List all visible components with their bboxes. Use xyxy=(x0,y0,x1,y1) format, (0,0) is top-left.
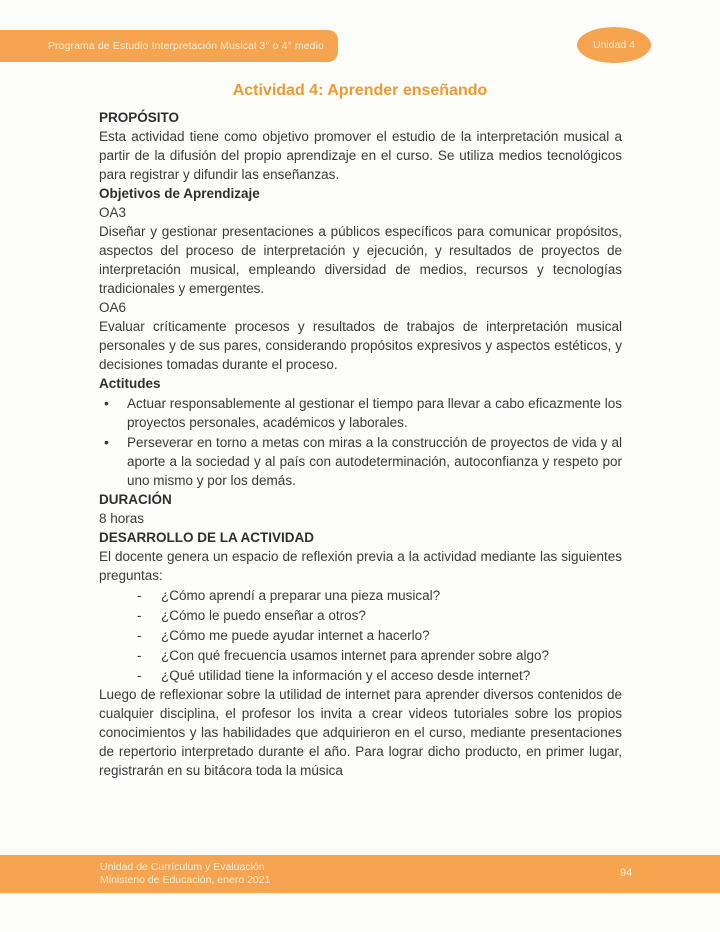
unit-badge-label: Unidad 4 xyxy=(592,39,636,51)
desarrollo-heading: DESARROLLO DE LA ACTIVIDAD xyxy=(99,530,314,545)
questions-list xyxy=(99,586,622,685)
footer-credits xyxy=(100,861,270,887)
oa6-code: OA6 xyxy=(99,300,127,315)
oa3-paragraph: Diseñar y gestionar presentaciones a públicos específicos para comunicar propósitos, aspectos del proceso de interpretación y ejecución, y resultados de proyectos de interpretación musical, empleando diversidad de medios, recursos y tecnologías tradicionales y emergentes. xyxy=(99,224,622,296)
proposito-heading: PROPÓSITO xyxy=(99,110,180,125)
list-item: - ¿Qué utilidad tiene la información y el acceso desde internet? xyxy=(99,666,622,685)
program-label: Programa de Estudio Interpretación Musical 3° o 4° medio xyxy=(47,40,324,52)
header-ribbon xyxy=(0,30,338,62)
list-item: - ¿Cómo me puede ayudar internet a hacerlo? xyxy=(99,626,622,645)
proposito-paragraph: Esta actividad tiene como objetivo promover el estudio de la interpretación musical a partir de la difusión del propio aprendizaje en el curso. Se utiliza medios tecnológicos para registrar y difundir las enseñanzas. xyxy=(99,129,622,182)
actitudes-heading: Actitudes xyxy=(99,376,161,391)
oa3-code: OA3 xyxy=(99,205,127,220)
footer-ministry-line: Ministerio de Educación, enero 2021 xyxy=(100,874,271,886)
page-number: 94 xyxy=(620,867,633,879)
list-item: • Actuar responsablemente al gestionar el tiempo para llevar a cabo eficazmente los proyectos personales, académicos y laborales. xyxy=(99,394,622,432)
duracion-heading: DURACIÓN xyxy=(99,492,172,507)
page-content xyxy=(99,108,622,780)
desarrollo-intro: El docente genera un espacio de reflexión previa a la actividad mediante las siguientes preguntas: xyxy=(99,549,622,583)
footer-org-line: Unidad de Currículum y Evaluación xyxy=(100,861,265,873)
list-item: - ¿Cómo le puedo enseñar a otros? xyxy=(99,606,622,625)
footer-bar xyxy=(0,855,720,893)
list-item: • Perseverar en torno a metas con miras a la construcción de proyectos de vida y al aporte a la sociedad y al país con autodeterminación, autoconfianza y respeto por uno mismo y por los demás. xyxy=(99,433,622,490)
oa6-paragraph: Evaluar críticamente procesos y resultados de trabajos de interpretación musical personales y de sus pares, considerando propósitos expresivos y aspectos estéticos, y decisiones tomadas durante el proceso. xyxy=(99,319,622,372)
duracion-value: 8 horas xyxy=(99,511,145,526)
objetivos-heading: Objetivos de Aprendizaje xyxy=(99,186,260,201)
page-title: Actividad 4: Aprender enseñando xyxy=(232,82,488,99)
list-item: - ¿Cómo aprendí a preparar una pieza musical? xyxy=(99,586,622,605)
desarrollo-closing-paragraph: Luego de reflexionar sobre la utilidad de internet para aprender diversos contenidos de cualquier disciplina, el profesor los invita a crear videos tutoriales sobre los propios conocimientos y las habilidades que adquirieron en el curso, mediante presentaciones de repertorio interpretado durante el año. Para lograr dicho producto, en primer lugar, registrarán en su bitácora toda la música xyxy=(99,687,622,778)
list-item: - ¿Con qué frecuencia usamos internet para aprender sobre algo? xyxy=(99,646,622,665)
unit-badge xyxy=(577,27,651,63)
actitudes-list xyxy=(99,394,622,490)
